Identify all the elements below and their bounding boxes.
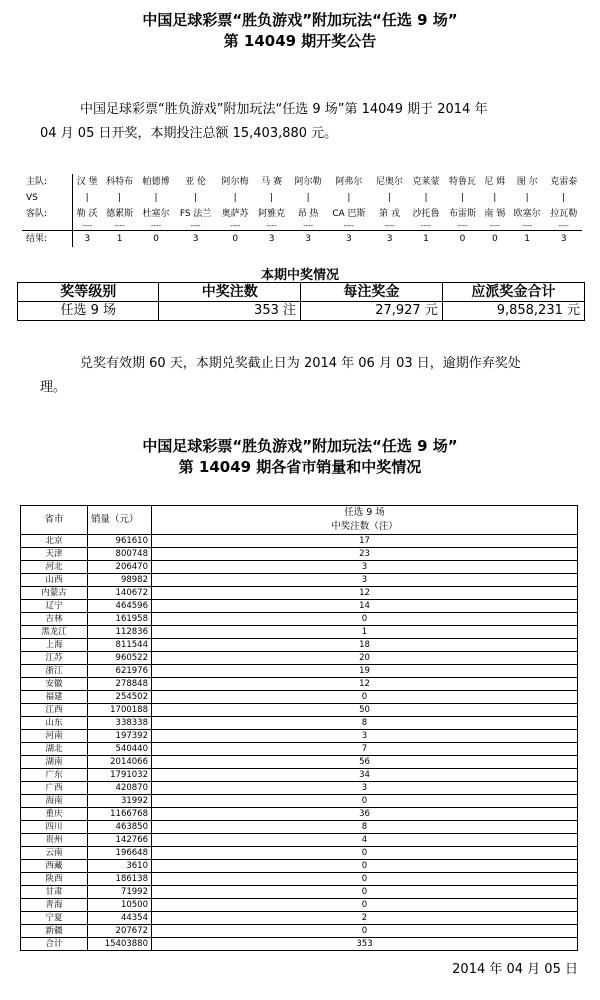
wins-cell: 56: [152, 756, 578, 769]
sales-cell: 254502: [88, 691, 152, 704]
sales-header-wins: [152, 506, 578, 535]
province-cell: 陕西: [21, 873, 88, 886]
wins-cell: 0: [152, 860, 578, 873]
sales-cell: 10500: [88, 899, 152, 912]
match-result: 3: [290, 231, 326, 248]
dash-mark: ----: [420, 222, 432, 230]
sales-cell: 464596: [88, 600, 152, 613]
vs-mark: |: [493, 193, 497, 203]
wins-cell: 0: [152, 691, 578, 704]
match-result: 1: [408, 231, 444, 248]
away-team: 第 戎: [379, 209, 400, 219]
match-result: 3: [253, 231, 289, 248]
section2-title-line-2: 第 14049 期各省市销量和中奖情况: [178, 458, 422, 476]
vs-mark: |: [194, 193, 198, 203]
sales-cell: 463850: [88, 821, 152, 834]
dash-mark: ----: [489, 222, 500, 230]
wins-cell: 2: [152, 912, 578, 925]
sales-cell: 15403880: [88, 938, 152, 951]
prize-header-total: 应派奖金合计: [442, 283, 584, 302]
section2-title: [0, 436, 600, 478]
sales-cell: 31992: [88, 795, 152, 808]
wins-cell: 0: [152, 886, 578, 899]
province-cell: 四川: [21, 821, 88, 834]
wins-cell: 0: [152, 873, 578, 886]
province-cell: 江西: [21, 704, 88, 717]
sales-cell: 3610: [88, 860, 152, 873]
sales-cell: 2014066: [88, 756, 152, 769]
sales-cell: 811544: [88, 639, 152, 652]
province-cell: 西藏: [21, 860, 88, 873]
footer-date: 2014 年 04 月 05 日: [452, 962, 578, 977]
match-result: 0: [481, 231, 509, 248]
home-team: 尼奥尔: [376, 177, 404, 187]
away-team: 德累斯: [106, 209, 134, 219]
sales-cell: 98982: [88, 574, 152, 587]
home-team: 阿尔梅: [221, 177, 249, 187]
match-table: [22, 174, 582, 247]
vs-mark: |: [424, 193, 428, 203]
dash-row: [22, 222, 582, 231]
away-team: FS 法兰: [179, 209, 212, 219]
province-cell: 天津: [21, 548, 88, 561]
vs-mark: |: [118, 193, 122, 203]
province-cell: 吉林: [21, 613, 88, 626]
sales-cell: 196648: [88, 847, 152, 860]
sales-cell: 1700188: [88, 704, 152, 717]
province-cell: 山西: [21, 574, 88, 587]
sales-header-wins-line-1: 任选 9 场: [344, 507, 385, 518]
match-result: 3: [326, 231, 371, 248]
vs-mark: |: [154, 193, 158, 203]
sales-row: [21, 730, 578, 743]
wins-cell: 0: [152, 847, 578, 860]
province-cell: 河南: [21, 730, 88, 743]
vs-row: [22, 190, 582, 206]
dash-mark: ----: [266, 222, 277, 230]
sales-row: [21, 548, 578, 561]
province-cell: 新疆: [21, 925, 88, 938]
wins-cell: 3: [152, 574, 578, 587]
wins-cell: 353: [152, 938, 578, 951]
away-team: 勒 沃: [76, 209, 98, 219]
home-team: 科特布: [106, 177, 134, 187]
prize-count: 353 注: [159, 302, 301, 321]
match-result: 3: [174, 231, 217, 248]
sales-cell: 112836: [88, 626, 152, 639]
match-result: 0: [138, 231, 174, 248]
sales-total-row: [21, 938, 578, 951]
wins-cell: 12: [152, 678, 578, 691]
wins-cell: 3: [152, 561, 578, 574]
away-row: [22, 206, 582, 222]
vs-mark: |: [347, 193, 351, 203]
sales-row: [21, 678, 578, 691]
sales-row: [21, 912, 578, 925]
wins-cell: 20: [152, 652, 578, 665]
home-row: [22, 174, 582, 190]
province-cell: 福建: [21, 691, 88, 704]
sales-row: [21, 743, 578, 756]
sales-row: [21, 808, 578, 821]
match-result: 3: [73, 231, 102, 248]
province-cell: 青海: [21, 899, 88, 912]
wins-cell: 12: [152, 587, 578, 600]
match-result: 1: [509, 231, 545, 248]
result-row: [22, 231, 582, 248]
province-cell: 海南: [21, 795, 88, 808]
home-team: 汉 堡: [76, 177, 98, 187]
sales-header-province: 省市: [21, 506, 88, 535]
sales-row: [21, 925, 578, 938]
sales-cell: 207672: [88, 925, 152, 938]
province-cell: 北京: [21, 535, 88, 548]
wins-cell: 4: [152, 834, 578, 847]
home-team: 克莱蒙: [412, 177, 440, 187]
wins-cell: 0: [152, 795, 578, 808]
prize-header-level: 奖等级别: [18, 283, 159, 302]
sales-row: [21, 613, 578, 626]
province-cell: 安徽: [21, 678, 88, 691]
sales-cell: 961610: [88, 535, 152, 548]
sales-row: [21, 834, 578, 847]
sales-row: [21, 795, 578, 808]
sales-row: [21, 691, 578, 704]
province-cell: 湖北: [21, 743, 88, 756]
home-team: 特鲁瓦: [448, 177, 476, 187]
province-cell: 重庆: [21, 808, 88, 821]
wins-cell: 3: [152, 782, 578, 795]
vs-mark: |: [460, 193, 465, 203]
home-team: 阿弗尔: [335, 177, 363, 187]
sales-header-wins-line-2: 中奖注数（注）: [331, 521, 398, 532]
province-cell: 合计: [21, 938, 88, 951]
dash-mark: ----: [230, 222, 241, 230]
sales-row: [21, 756, 578, 769]
province-cell: 上海: [21, 639, 88, 652]
vs-mark: |: [233, 193, 237, 203]
vs-mark: |: [306, 193, 310, 203]
sales-cell: 142766: [88, 834, 152, 847]
dash-mark: ----: [151, 222, 162, 230]
dash-mark: ----: [457, 222, 468, 230]
prize-caption: 本期中奖情况: [260, 268, 339, 283]
dash-mark: ----: [82, 222, 93, 230]
sales-row: [21, 587, 578, 600]
dash-mark: ----: [114, 222, 125, 230]
prize-header-row: [18, 283, 585, 302]
intro-line-1: 中国足球彩票“胜负游戏”附加玩法“任选 9 场”第 14049 期于 2014 年: [80, 102, 488, 117]
prize-row: [18, 302, 585, 321]
sales-row: [21, 847, 578, 860]
dash-mark: ----: [190, 222, 201, 230]
wins-cell: 8: [152, 717, 578, 730]
province-cell: 山东: [21, 717, 88, 730]
home-team: 图 尔: [516, 177, 538, 187]
away-team: 昂 热: [297, 209, 319, 219]
sales-row: [21, 873, 578, 886]
away-row-label: 客队:: [22, 206, 73, 222]
province-cell: 辽宁: [21, 600, 88, 613]
sales-cell: 197392: [88, 730, 152, 743]
away-team: 拉瓦勒: [550, 209, 578, 219]
vs-row-label: VS: [22, 190, 73, 206]
province-cell: 河北: [21, 561, 88, 574]
wins-cell: 0: [152, 925, 578, 938]
validity-line-2: 理。: [40, 380, 67, 395]
dash-row-label: [22, 222, 73, 231]
province-cell: 黑龙江: [21, 626, 88, 639]
home-team: 马 赛: [261, 177, 283, 187]
sales-row: [21, 652, 578, 665]
match-result: 1: [101, 231, 137, 248]
away-team: 沙托鲁: [412, 209, 440, 219]
sales-row: [21, 782, 578, 795]
wins-cell: 34: [152, 769, 578, 782]
sales-table: [20, 505, 578, 951]
dash-mark: ----: [303, 222, 314, 230]
dash-mark: ----: [522, 222, 533, 230]
vs-mark: |: [388, 193, 392, 203]
sales-cell: 540440: [88, 743, 152, 756]
wins-cell: 0: [152, 613, 578, 626]
intro-paragraph: [0, 98, 600, 146]
sales-row: [21, 561, 578, 574]
sales-cell: 186138: [88, 873, 152, 886]
sales-cell: 1791032: [88, 769, 152, 782]
sales-cell: 278848: [88, 678, 152, 691]
wins-cell: 7: [152, 743, 578, 756]
away-team: 布雷斯: [448, 209, 476, 219]
sales-row: [21, 717, 578, 730]
wins-cell: 18: [152, 639, 578, 652]
sales-row: [21, 639, 578, 652]
vs-mark: |: [525, 193, 529, 203]
wins-cell: 23: [152, 548, 578, 561]
sales-row: [21, 860, 578, 873]
sales-row: [21, 821, 578, 834]
province-cell: 浙江: [21, 665, 88, 678]
sales-cell: 1166768: [88, 808, 152, 821]
section2-title-line-1: 中国足球彩票“胜负游戏”附加玩法“任选 9 场”: [142, 437, 458, 455]
away-team: 欧塞尔: [513, 209, 541, 219]
validity-paragraph: [0, 352, 600, 400]
sales-cell: 44354: [88, 912, 152, 925]
province-cell: 甘肃: [21, 886, 88, 899]
match-result: 0: [444, 231, 480, 248]
sales-row: [21, 899, 578, 912]
province-cell: 云南: [21, 847, 88, 860]
wins-cell: 8: [152, 821, 578, 834]
result-row-label: 结果:: [22, 231, 73, 248]
province-cell: 内蒙古: [21, 587, 88, 600]
home-team: 亚 伦: [185, 177, 207, 187]
province-cell: 贵州: [21, 834, 88, 847]
vs-mark: |: [85, 193, 89, 203]
dash-mark: ----: [558, 222, 569, 230]
province-cell: 湖南: [21, 756, 88, 769]
prize-total: 9,858,231 元: [442, 302, 584, 321]
province-cell: 广西: [21, 782, 88, 795]
away-team: CA 巴斯: [332, 209, 366, 219]
sales-header-sales: 销量（元）: [88, 506, 152, 535]
wins-cell: 0: [152, 899, 578, 912]
home-team: 尼 姆: [484, 177, 506, 187]
wins-cell: 50: [152, 704, 578, 717]
away-team: 奥萨苏: [221, 209, 249, 219]
prize-header-per: 每注奖金: [301, 283, 443, 302]
wins-cell: 1: [152, 626, 578, 639]
validity-line-1: 兑奖有效期 60 天，本期兑奖截止日为 2014 年 06 月 03 日，逾期作弃奖处: [80, 356, 521, 371]
sales-row: [21, 600, 578, 613]
away-team: 南 锡: [484, 209, 506, 219]
away-team: 阿雅克: [258, 209, 286, 219]
sales-row: [21, 886, 578, 899]
home-team: 帕德博: [142, 177, 170, 187]
province-cell: 广东: [21, 769, 88, 782]
sales-cell: 800748: [88, 548, 152, 561]
title-line-2: 第 14049 期开奖公告: [223, 32, 377, 50]
sales-header-row: [21, 506, 578, 535]
match-result: 3: [371, 231, 407, 248]
match-result: 3: [545, 231, 582, 248]
away-team: 杜塞尔: [142, 209, 170, 219]
wins-cell: 17: [152, 535, 578, 548]
prize-level: 任选 9 场: [18, 302, 159, 321]
title-line-1: 中国足球彩票“胜负游戏”附加玩法“任选 9 场”: [142, 11, 458, 29]
sales-cell: 338338: [88, 717, 152, 730]
dash-mark: ----: [343, 222, 354, 230]
vs-mark: |: [562, 193, 566, 203]
prize-header-count: 中奖注数: [159, 283, 301, 302]
wins-cell: 3: [152, 730, 578, 743]
sales-cell: 206470: [88, 561, 152, 574]
announcement-title: [0, 10, 600, 52]
home-team: 克雷泰: [550, 177, 578, 187]
province-cell: 江苏: [21, 652, 88, 665]
dash-mark: ----: [384, 222, 395, 230]
sales-cell: 161958: [88, 613, 152, 626]
wins-cell: 14: [152, 600, 578, 613]
vs-mark: |: [270, 193, 274, 203]
home-row-label: 主队:: [22, 174, 73, 190]
sales-cell: 960522: [88, 652, 152, 665]
prize-table: [17, 282, 585, 321]
home-team: 阿尔勒: [294, 177, 322, 187]
prize-per: 27,927 元: [301, 302, 443, 321]
wins-cell: 19: [152, 665, 578, 678]
sales-cell: 71992: [88, 886, 152, 899]
match-result: 0: [217, 231, 253, 248]
sales-cell: 621976: [88, 665, 152, 678]
sales-cell: 420870: [88, 782, 152, 795]
intro-line-2: 04 月 05 日开奖，本期投注总额 15,403,880 元。: [40, 126, 338, 141]
sales-row: [21, 665, 578, 678]
wins-cell: 36: [152, 808, 578, 821]
sales-row: [21, 626, 578, 639]
sales-row: [21, 704, 578, 717]
province-cell: 宁夏: [21, 912, 88, 925]
sales-row: [21, 574, 578, 587]
sales-row: [21, 535, 578, 548]
sales-row: [21, 769, 578, 782]
sales-cell: 140672: [88, 587, 152, 600]
